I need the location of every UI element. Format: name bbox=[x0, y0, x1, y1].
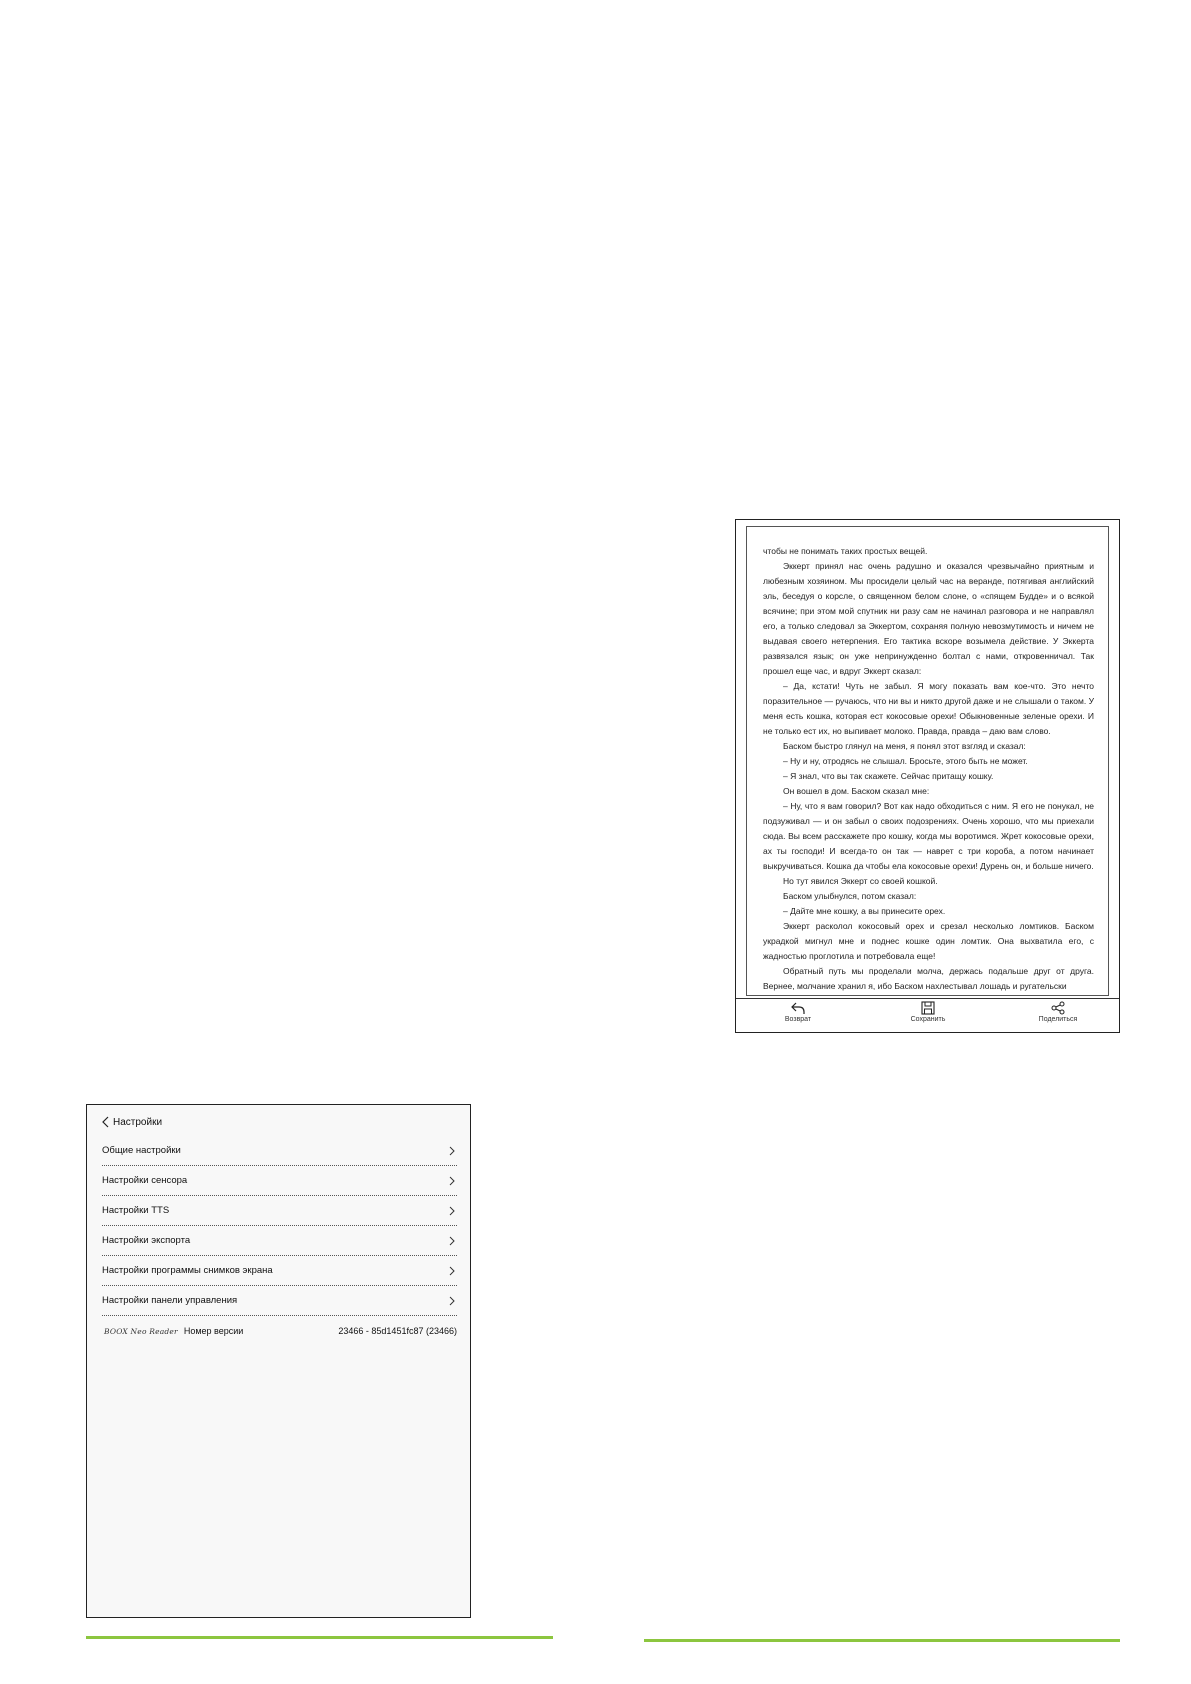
settings-item-label: Настройки программы снимков экрана bbox=[102, 1265, 273, 1276]
reader-paragraph: – Ну, что я вам говорил? Вот как надо обходиться с ним. Я его не понукал, не подзуживал — и он забыл о своих подозрениях. Очень хорошо, что мы приехали сюда. Вы всем расскажете про кошку, когда мы воротимся. Жрет кокосовые орехи, ах ты господи! И всегда-то он так — наврет с три короба, а потом начинает выкручиваться. Кошка да чтобы ела кокосовые орехи! Дурень он, и больше ничего. bbox=[763, 801, 1094, 871]
chevron-right-icon bbox=[447, 1296, 457, 1306]
settings-screenshot bbox=[86, 1104, 471, 1618]
settings-item-general[interactable] bbox=[102, 1136, 457, 1166]
settings-item-touch[interactable] bbox=[102, 1166, 457, 1196]
left-accent-rule bbox=[86, 1636, 553, 1639]
chevron-right-icon bbox=[447, 1266, 457, 1276]
reader-paragraph: Обратный путь мы проделали молча, держась подальше друг от друга. Вернее, молчание хранил я, ибо Баском нахлестывал лошадь и ругательски bbox=[763, 966, 1094, 991]
settings-item-label: Настройки TTS bbox=[102, 1205, 170, 1216]
settings-item-label: Настройки экспорта bbox=[102, 1235, 191, 1246]
chevron-right-icon bbox=[447, 1236, 457, 1246]
settings-title: Настройки bbox=[113, 1116, 163, 1128]
app-brand-logo: BOOX Neo Reader bbox=[104, 1326, 178, 1336]
save-disk-icon bbox=[921, 1001, 935, 1015]
right-accent-rule bbox=[644, 1639, 1120, 1642]
settings-item-label: Общие настройки bbox=[102, 1145, 181, 1156]
settings-item-screenshot[interactable] bbox=[102, 1256, 457, 1286]
chevron-left-icon[interactable] bbox=[101, 1116, 109, 1128]
reader-paragraph: – Ну и ну, отродясь не слышал. Бросьте, этого быть не может. bbox=[783, 756, 1028, 766]
version-value: 23466 - 85d1451fc87 (23466) bbox=[338, 1326, 457, 1336]
reader-paragraph: Баском улыбнулся, потом сказал: bbox=[783, 891, 917, 901]
reader-paragraph: Он вошел в дом. Баском сказал мне: bbox=[783, 786, 930, 796]
chevron-right-icon bbox=[447, 1176, 457, 1186]
settings-item-label: Настройки сенсора bbox=[102, 1175, 188, 1186]
reader-paragraph: Баском быстро глянул на меня, я понял этот взгляд и сказал: bbox=[783, 741, 1026, 751]
reader-paragraph: Эккерт расколол кокосовый орех и срезал несколько ломтиков. Баском украдкой мигнул мне и поднес кошке один ломтик. Она выхватила его, с жадностью проглотила и потребовала еще! bbox=[763, 921, 1094, 961]
settings-item-export[interactable] bbox=[102, 1226, 457, 1256]
reader-toolbar bbox=[736, 998, 1119, 1033]
settings-item-control-panel[interactable] bbox=[102, 1286, 457, 1316]
settings-item-label: Настройки панели управления bbox=[102, 1295, 238, 1306]
chevron-right-icon bbox=[447, 1206, 457, 1216]
reader-paragraph: – Дайте мне кошку, а вы принесите орех. bbox=[783, 906, 946, 916]
chevron-right-icon bbox=[447, 1146, 457, 1156]
back-arrow-icon bbox=[790, 1001, 806, 1015]
share-label: Поделиться bbox=[1038, 1016, 1078, 1023]
reader-paragraph: чтобы не понимать таких простых вещей. bbox=[763, 546, 928, 556]
reader-paragraph: Но тут явился Эккерт со своей кошкой. bbox=[783, 876, 938, 886]
settings-list bbox=[102, 1136, 457, 1346]
share-icon bbox=[1050, 1001, 1066, 1015]
reader-screenshot bbox=[735, 519, 1120, 1033]
back-label: Возврат bbox=[784, 1016, 812, 1023]
settings-item-tts[interactable] bbox=[102, 1196, 457, 1226]
back-button[interactable] bbox=[758, 1001, 838, 1023]
reader-paragraph: – Да, кстати! Чуть не забыл. Я могу показать вам кое-что. Это нечто поразительное — ручаюсь, что ни вы и никто другой даже и не слышали о таком. У меня есть кошка, которая ест кокосовые орехи! Обыкновенные зеленые орехи. И не только ест их, но выпивает молоко. Правда, правда – даю вам слово. bbox=[763, 681, 1094, 736]
reader-paragraph: – Я знал, что вы так скажете. Сейчас притащу кошку. bbox=[783, 771, 994, 781]
share-button[interactable] bbox=[1018, 1001, 1098, 1023]
version-label: Номер версии bbox=[183, 1326, 244, 1336]
save-label: Сохранить bbox=[910, 1016, 946, 1023]
save-button[interactable] bbox=[888, 1001, 968, 1023]
reader-text bbox=[763, 544, 1094, 994]
settings-header[interactable] bbox=[101, 1113, 162, 1131]
reader-paragraph: Эккерт принял нас очень радушно и оказался чрезвычайно приятным и любезным хозяином. Мы просидели целый час на веранде, потягивая английский эль, беседуя о корсле, о священном белом слоне, о «спящем Будде» и о всякой всячине; при этом мой спутник ни разу сам не начинал разговора и не направлял его, а только следовал за Эккертом, сохраняя полную невозмутимость и ничем не выдавая своего нетерпения. Его тактика вскоре возымела действие. У Эккерта развязался язык; он уже непринужденно болтал с нами, откровенничал. Так прошел еще час, и вдруг Эккерт сказал: bbox=[763, 561, 1094, 676]
version-row bbox=[102, 1316, 457, 1346]
reader-page bbox=[746, 526, 1109, 996]
